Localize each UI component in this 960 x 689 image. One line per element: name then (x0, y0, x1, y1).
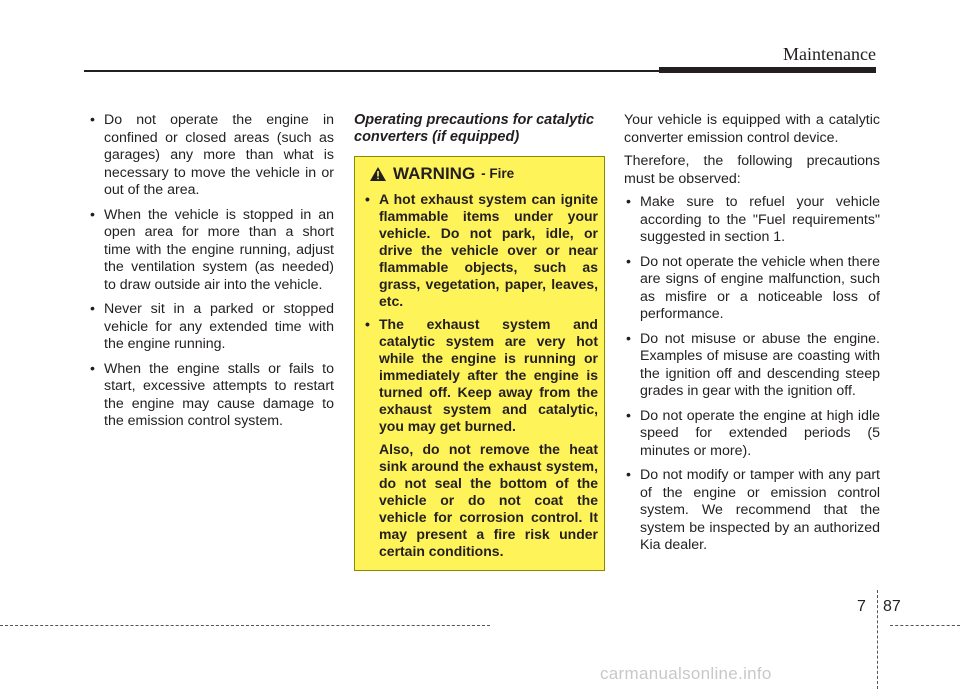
left-column (88, 112, 334, 438)
list-item: • Do not operate the engine at high idle speed for extended periods (5 minutes or more). (624, 408, 880, 461)
list-item: • When the engine stalls or fails to start, excessive attempts to restart the engine may cause damage to the emission control system. (88, 361, 334, 431)
warning-bullet-list (363, 191, 598, 435)
right-column (624, 112, 880, 562)
list-item: • Do not modify or tamper with any part of the engine or emission control system. We recommend that the system be inspected by an authorized Kia dealer. (624, 467, 880, 555)
warning-title: WARNING (393, 164, 476, 183)
warning-triangle-icon (369, 166, 387, 182)
footer-rule-right (890, 625, 960, 626)
footer-divider (877, 590, 878, 689)
warning-continuation: Also, do not remove the heat sink around the exhaust system, do not seal the bottom of the vehicle or do not coat the vehicle for corrosion control. It may present a fire risk under certain conditions. (379, 440, 598, 559)
list-item: • Make sure to refuel your vehicle according to the "Fuel requirements" suggested in section 1. (624, 194, 880, 247)
header-rule-accent (659, 67, 876, 73)
list-item: • The exhaust system and catalytic system are very hot while the engine is running or immediately after the engine is turned off. Keep away from the exhaust system and catalytic, you may get burned. (363, 316, 598, 435)
list-item: • Do not misuse or abuse the engine. Examples of misuse are coasting with the ignition off and descending steep grades in gear with the ignition off. (624, 331, 880, 401)
page-number: 87 (883, 598, 901, 615)
middle-column (354, 112, 605, 571)
warning-subtitle: - Fire (481, 166, 515, 181)
list-item: • Do not operate the vehicle when there are signs of engine malfunction, such as misfire or a noticeable loss of performance. (624, 254, 880, 324)
section-header-title: Maintenance (783, 44, 876, 64)
paragraph: Therefore, the following precautions must be observed: (624, 153, 880, 187)
warning-header (363, 165, 598, 183)
warning-box (354, 156, 605, 571)
list-item: • When the vehicle is stopped in an open area for more than a short time with the engine running, adjust the ventilation system (as needed) to draw outside air into the vehicle. (88, 207, 334, 295)
list-item: • Do not operate the engine in confined or closed areas (such as garages) any more than what is necessary to move the vehicle in or out of the area. (88, 112, 334, 200)
section-heading: Operating precautions for catalytic converters (if equipped) (354, 112, 595, 145)
left-bullet-list (88, 112, 334, 431)
paragraph: Your vehicle is equipped with a catalytic converter emission control device. (624, 112, 880, 146)
watermark: carmanualsonline.info (600, 664, 772, 683)
footer-rule (0, 625, 490, 626)
right-bullet-list (624, 194, 880, 555)
chapter-number: 7 (857, 598, 866, 615)
list-item: • Never sit in a parked or stopped vehicle for any extended time with the engine running. (88, 301, 334, 354)
list-item: • A hot exhaust system can ignite flammable items under your vehicle. Do not park, idle, or drive the vehicle over or near flammable objects, such as grass, vegetation, paper, leaves, etc. (363, 191, 598, 310)
